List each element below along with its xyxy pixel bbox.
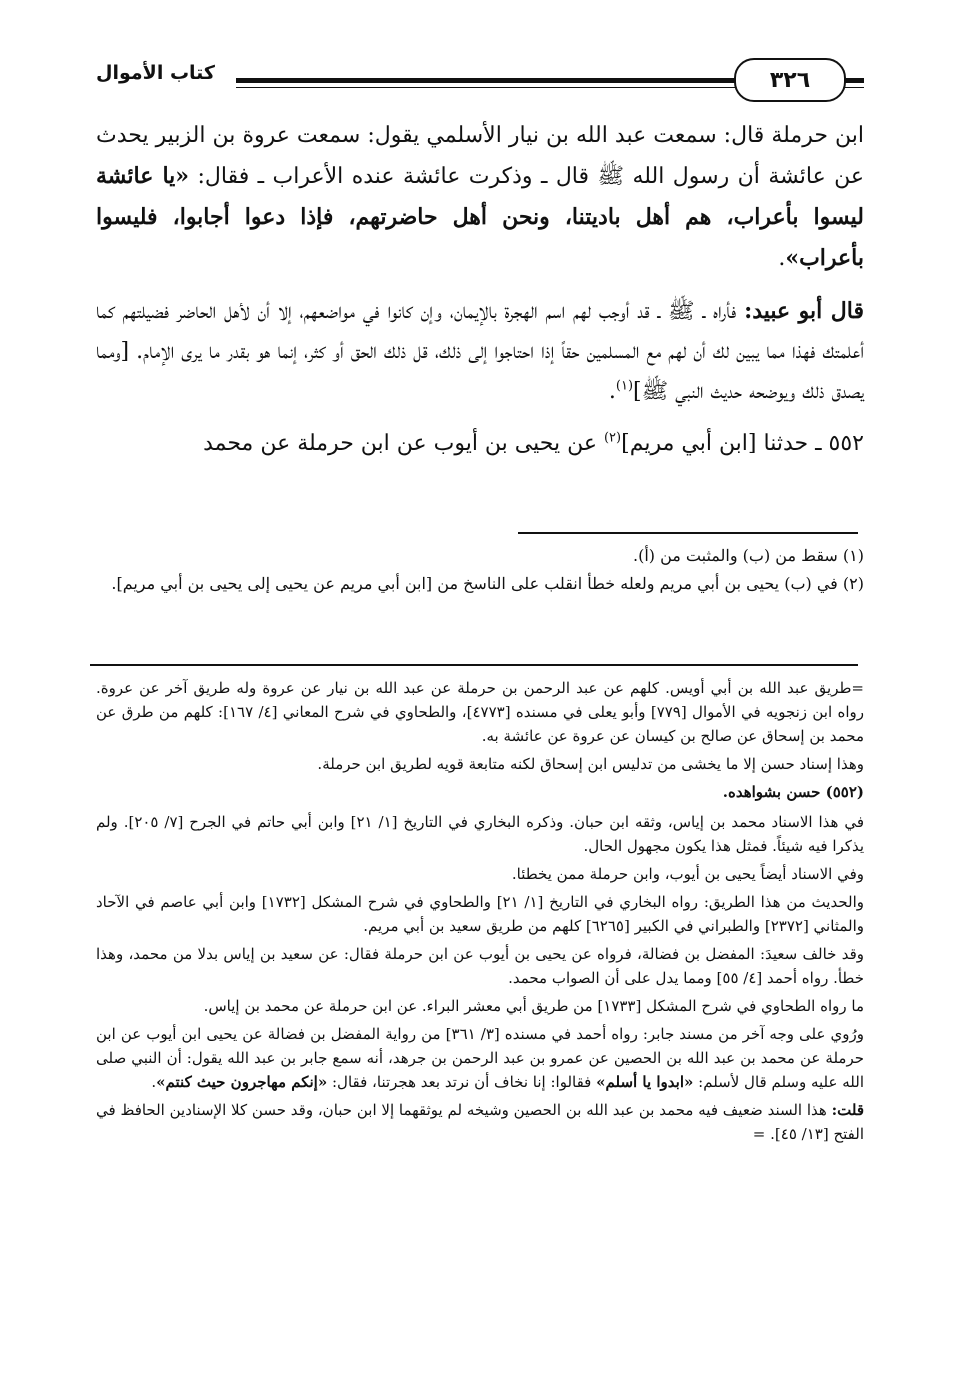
commentary-para-8: ما رواه الطحاوي في شرح المشكل [١٧٣٣] من طريق أبي معشر البراء. عن ابن حرملة عن محمد بن إياس.: [203, 997, 864, 1015]
commentary-para-1: =طريق عبد الله بن أبي أويس. كلهم عن عبد الرحمن بن حرملة عن عبد الله بن نيار عن عروة وله طريق آخر عن عروة. رواه ابن زنجويه في الأموال [٧٧٩] وأبو يعلى في مسنده [٤٧٧٣]، والطحاوي في شرح المعاني [٤/ ١٦٧]: كلهم من طرق عن محمد بن إسحاق عن صالح بن كيسان عن عروة عن عائشة به.: [96, 679, 865, 745]
footnote-separator: [518, 532, 858, 534]
main-paragraph-3: ٥٥٢ ـ حدثنا [ابن أبي مريم]$^{(٢)}$ عن يحيى بن أيوب عن ابن حرملة عن محمد: [203, 430, 864, 456]
page-number: ٣٢٦: [734, 58, 846, 102]
commentary-para-7: وقد خالف سعيدَ: المفضل بن فضالة، فرواه عن يحيى بن أيوب عن ابن حرملة فقال: عن سعيد بن إياس بدلا من محمد، وهذا خطأ. رواه أحمد [٤/ ٥٥] ومما يدل على أن الصواب محمد.: [96, 945, 864, 987]
main-paragraph-2: قال أبو عبيد: فأراه ـ ﷺ ـ قد أوجب لهم اسم الهجرة بالإيمان، وإن كانوا في مواضعهم، إلا أن لأهل الحاضر فضيلتهم كما أعلمتك فهذا مما يبين لك أن لهم مع المسلمين حقاً إذا احتاجوا إلى ذلك، قل ذلك الحق أو كثر، إنما هو بقدر ما يرى الإمام. [ومما يصدق ذلك ويوضحه حديث النبي ﷺ]$^{(١)}$.: [96, 298, 864, 404]
commentary: [96, 676, 864, 1150]
main-text: [96, 116, 864, 464]
commentary-para-10: قلت: هذا السند ضعيف فيه محمد بن عبد الله بن الحصين وشيخه لم يوثقهما إلا ابن حبان، وقد حسن كلا الإسنادين الحافظ في الفتح [١٣/ ٤٥]. =: [96, 1101, 864, 1143]
speaker-label: قال أبو عبيد:: [744, 298, 864, 324]
commentary-para-5: وفي الاسناد أيضاً يحيى بن أيوب، وابن حرملة ممن يخطئا.: [511, 865, 864, 883]
hadith-grade: (٥٥٢) حسن بشواهده.: [722, 783, 864, 801]
main-paragraph-1: ابن حرملة قال: سمعت عبد الله بن نيار الأسلمي يقول: سمعت عروة بن الزبير يحدث عن عائشة أن رسول الله ﷺ قال ـ وذكرت عائشة عنده الأعراب ـ فقال: «يا عائشة ليسوا بأعراب، هم أهل باديتنا، ونحن أهل حاضرتهم، فإذا دعوا أجابوا، فليسوا بأعراب».: [96, 123, 865, 271]
commentary-separator: [90, 664, 858, 666]
book-title: كتاب الأموال: [96, 62, 215, 84]
page-header: [96, 58, 864, 104]
commentary-para-6: والحديث من هذا الطريق: رواه البخاري في التاريخ [١/ ٢١] والطحاوي في شرح المشكل [١٧٣٢] وابن أبي عاصم في الآحاد والمثاني [٢٣٧٢] والطبراني في الكبير [٦٢٦٥] كلهم من طريق سعيد بن أبي مريم.: [96, 893, 864, 935]
commentary-para-4: في هذا الاسناد محمد بن إياس، وثقه ابن حبان. وذكره البخاري في التاريخ [١/ ٢١] وابن أبي حاتم في الجرح [٧/ ٢٠٥]. ولم يذكرا فيه شيئاً. فمثل هذا يكون مجهول الحال.: [96, 813, 864, 855]
note-label: قلت:: [831, 1101, 864, 1119]
footnote-1: (١) سقط من (ب) والمثبت من (أ).: [632, 546, 864, 565]
footnote-2: (٢) في (ب) يحيى بن أبي مريم ولعله خطأ انقلب على الناسخ من [ابن أبي مريم عن يحيى إلى يحيى بن أبي مريم].: [111, 574, 864, 593]
commentary-para-2: وهذا إسناد حسن إلا ما يخشى من تدليس ابن إسحاق لكنه متابعة قويه لطريق ابن حرملة.: [317, 755, 864, 773]
footnotes: [96, 542, 864, 598]
footnote-ref-2[interactable]: (٢): [603, 430, 622, 446]
footnote-ref-1[interactable]: (١): [615, 378, 634, 394]
continuation-mark: =: [752, 1125, 766, 1143]
commentary-para-9: ورُوي على وجه آخر من مسند جابر: رواه أحمد في مسنده [٣/ ٣٦١] من رواية المفضل بن فضالة عن يحيى ابن أيوب عن ابن حرملة عن محمد بن عبد الله بن الحصين عن عمرو بن عبد الرحمن بن جرهد، أنه سمع جابر بن عبد الله يقول: أن النبي صلى الله عليه وسلم قال لأسلم: «ابدوا يا أسلم» فقالوا: إنا نخاف أن نرتد بعد هجرتنا، فقال: «إنكم مهاجرون حيث كنتم».: [96, 1025, 865, 1091]
hadith-quote: «يا عائشة ليسوا بأعراب، هم أهل باديتنا، ونحن أهل حاضرتهم، فإذا دعوا أجابوا، فليسوا بأعراب»: [96, 163, 864, 271]
